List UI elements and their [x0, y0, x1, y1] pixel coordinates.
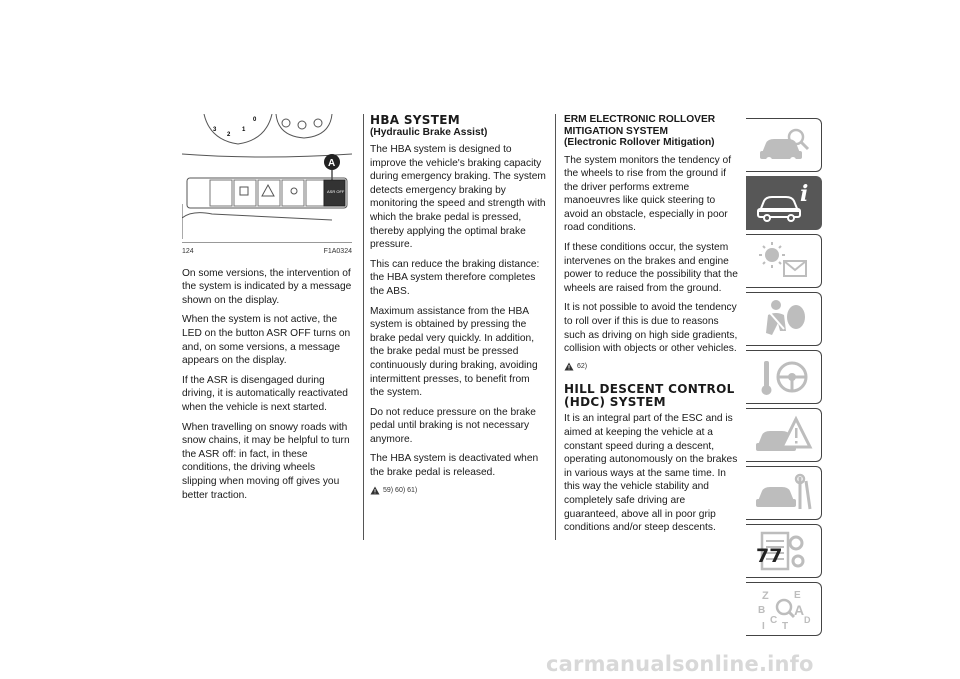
warning-reference [564, 360, 740, 374]
index-letters-icon [754, 587, 814, 631]
paragraph: The system monitors the tendency of the wheels to rise from the ground if the driver performs extreme manoeuvres like quick steering to avoid an obstacle, especially in poor road conditions. [564, 154, 732, 234]
figure-code: F1A0324 [323, 248, 352, 255]
seatbelt-airbag-icon [754, 297, 814, 341]
paragraph: The HBA system is designed to improve the vehicle's braking capacity during emergency braking. The system detects emergency braking by monitoring the speed and strength with which the brake pedal is pressed, thereby applying the optimal brake pressure. [370, 144, 546, 251]
paragraph: When the system is not active, the LED on the button ASR OFF turns on and, on some versions, a message appears on the display. [182, 314, 351, 367]
watermark: carmanualsonline.info [546, 652, 814, 676]
index-letter: T [782, 621, 789, 631]
paragraph: If these conditions occur, the system intervenes on the brakes and engine power to reduce the possibility that the wheels are raised from the ground. [564, 242, 738, 294]
paragraph: It is not possible to avoid the tendency to roll over if this is due to reasons such as driving on high side gradients, collision with objects or other vehicles. [564, 302, 738, 355]
tab-starting-driving[interactable] [746, 350, 822, 404]
index-letter: B [758, 605, 766, 616]
warning-reference [370, 484, 546, 498]
gauge-number: 2 [227, 132, 231, 138]
paragraph: The HBA system is deactivated when the brake pedal is released. [370, 453, 539, 479]
figure-number: 124 [182, 248, 194, 255]
warning-ref-numbers: 59) 60) 61) [383, 486, 418, 494]
tab-maintenance[interactable] [746, 466, 822, 520]
paragraph: It is an integral part of the ESC and is aimed at keeping the vehicle at a constant speed during a descent, operating autonomously on the brakes in various ways at the same time. In this way the vehicle stability and completely safe driving are guaranteed, above all in poor grip conditions and/or steep descents. [564, 413, 738, 534]
warning-lights-icon [754, 239, 814, 283]
figure-caption [182, 242, 352, 259]
column-middle [370, 114, 546, 497]
hba-subheading: (Hydraulic Brake Assist) [370, 126, 488, 138]
tab-emergency[interactable] [746, 408, 822, 462]
asr-off-button-text: ASR OFF [327, 189, 345, 194]
gauge-number: 1 [242, 127, 246, 133]
warning-triangle-icon [370, 486, 380, 495]
gauge-number: 0 [253, 117, 257, 123]
paragraph: This can reduce the braking distance: the HBA system therefore completes the ABS. [370, 258, 540, 297]
column-divider [363, 114, 364, 540]
erm-heading-line1: ERM ELECTRONIC ROLLOVER [564, 114, 716, 125]
car-hazard-icon [754, 413, 814, 457]
gauge-number: 3 [213, 127, 217, 133]
index-letter: C [770, 615, 778, 626]
hdc-heading-line2: (HDC) SYSTEM [564, 394, 666, 409]
tab-car-search[interactable] [746, 118, 822, 172]
index-letter: A [794, 602, 805, 618]
column-right [564, 114, 740, 541]
car-info-icon [754, 181, 814, 225]
warning-ref-numbers: 62) [577, 362, 588, 370]
page-number: 77 [756, 545, 783, 567]
hdc-heading-line1: HILL DESCENT CONTROL [564, 382, 735, 397]
index-letter: I [762, 621, 765, 631]
car-tools-icon [754, 471, 814, 515]
erm-subheading: (Electronic Rollover Mitigation) [564, 137, 715, 148]
warning-triangle-icon [564, 362, 574, 371]
callout-letter: A [328, 158, 336, 169]
paragraph: Maximum assistance from the HBA system is obtained by pressing the brake pedal very quickly. In addition, the brake pedal must be pressed continuously during braking, avoiding intermittent presses, to benefit from the system. [370, 305, 538, 399]
asr-off-button-illustration [182, 114, 352, 242]
erm-heading-line2: MITIGATION SYSTEM [564, 125, 668, 137]
index-letter: E [794, 590, 801, 601]
paragraph: Do not reduce pressure on the brake pedal until braking is not necessary anymore. [370, 406, 536, 445]
index-letter: Z [762, 590, 769, 602]
paragraph: When travelling on snowy roads with snow chains, it may be helpful to turn the ASR off: in fact, in these conditions, the driving wheels slipping when moving off gives you better traction. [182, 421, 350, 501]
tab-warning-lights[interactable] [746, 234, 822, 288]
paragraph: If the ASR is disengaged during driving, it is automatically reactivated when the vehicle is next started. [182, 374, 348, 413]
column-left [182, 114, 352, 508]
tab-index[interactable] [746, 582, 822, 636]
dashboard-figure [182, 114, 352, 242]
paragraph: On some versions, the intervention of the system is indicated by a message shown on the display. [182, 267, 352, 306]
column-divider [555, 114, 556, 540]
hba-heading: HBA SYSTEM [370, 113, 460, 127]
index-letter: D [804, 615, 811, 625]
car-search-icon [754, 123, 814, 167]
key-steering-wheel-icon [754, 355, 814, 399]
tab-safety[interactable] [746, 292, 822, 346]
tab-car-info[interactable] [746, 176, 822, 230]
info-letter: i [800, 181, 809, 207]
